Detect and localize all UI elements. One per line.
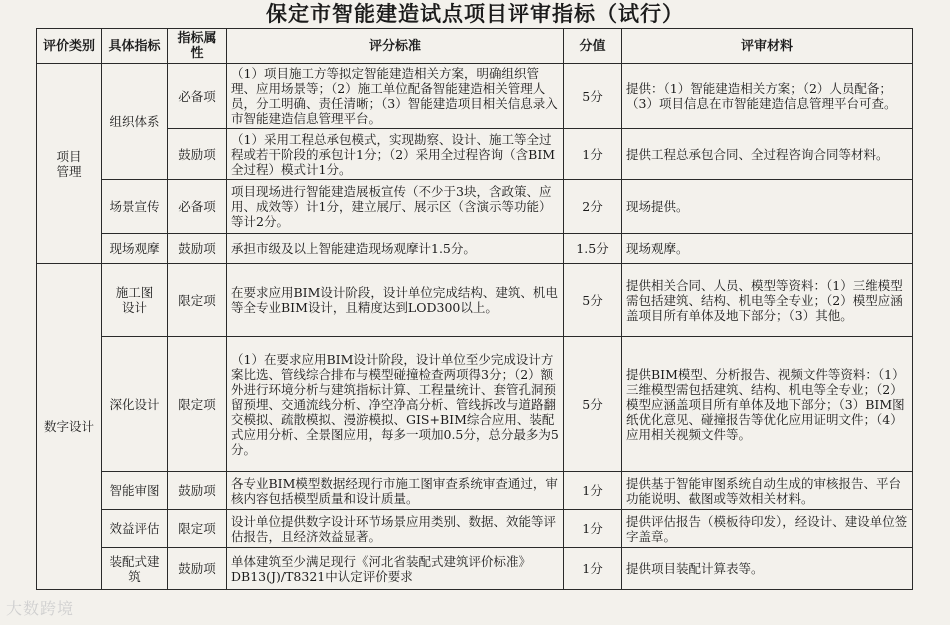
table-row [37, 264, 913, 337]
material-cell: 提供工程总承包合同、全过程咨询合同等材料。 [622, 129, 913, 180]
standard-cell: （1）采用工程总承包模式，实现勘察、设计、施工等全过程或若干阶段的承包计1分；（2）采用全过程咨询（含BIM全过程）模式计1分。 [227, 129, 564, 180]
standard-cell: 承担市级及以上智能建造现场观摩计1.5分。 [227, 234, 564, 264]
indicator-cell: 施工图 设计 [102, 264, 168, 337]
page-title: 保定市智能建造试点项目评审指标（试行） [266, 1, 684, 26]
score-cell: 1分 [564, 472, 622, 510]
attribute-cell: 鼓励项 [168, 548, 227, 590]
indicator-cell: 效益评估 [102, 510, 168, 548]
table-row [37, 548, 913, 590]
table-header-row [37, 29, 913, 64]
table-row [37, 64, 913, 129]
material-cell: 现场观摩。 [622, 234, 913, 264]
attribute-cell: 限定项 [168, 337, 227, 472]
material-cell: 提供相关合同、人员、模型等资料：（1）三维模型需包括建筑、结构、机电等全专业；（2）模型应涵盖项目所有单体及地下部分；（3）其他。 [622, 264, 913, 337]
indicator-cell: 场景宣传 [102, 180, 168, 234]
score-cell: 2分 [564, 180, 622, 234]
header-indicator: 具体指标 [102, 29, 168, 64]
attribute-cell: 鼓励项 [168, 234, 227, 264]
attribute-cell: 必备项 [168, 64, 227, 129]
attribute-cell: 必备项 [168, 180, 227, 234]
standard-cell: 项目现场进行智能建造展板宣传（不少于3块，含政策、应用、成效等）计1分，建立展厅、展示区（含演示等功能）等计2分。 [227, 180, 564, 234]
attribute-cell: 鼓励项 [168, 472, 227, 510]
category-cell: 数字设计 [37, 264, 102, 590]
header-category: 评价类别 [37, 29, 102, 64]
material-cell: 提供BIM模型、分析报告、视频文件等资料：（1）三维模型需包括建筑、结构、机电等全专业；（2）模型应涵盖项目所有单体及地下部分；（3）BIM图纸优化意见、碰撞报告等优化应用证明文件；（4）应用相关视频文件等。 [622, 337, 913, 472]
category-cell: 项目 管理 [37, 64, 102, 264]
standard-cell: 设计单位提供数字设计环节场景应用类别、数据、效能等评估报告，且经济效益显著。 [227, 510, 564, 548]
table-row [37, 129, 913, 180]
review-criteria-table [36, 28, 913, 590]
material-cell: 现场提供。 [622, 180, 913, 234]
attribute-cell: 限定项 [168, 264, 227, 337]
table-row [37, 337, 913, 472]
material-cell: 提供项目装配计算表等。 [622, 548, 913, 590]
table-row [37, 472, 913, 510]
material-cell: 提供基于智能审图系统自动生成的审核报告、平台功能说明、截图或等效相关材料。 [622, 472, 913, 510]
table-row [37, 510, 913, 548]
standard-cell: （1）项目施工方等拟定智能建造相关方案，明确组织管理、应用场景等；（2）施工单位配备智能建造相关管理人员，分工明确、责任清晰；（3）智能建造项目相关信息录入市智能建造信息管理平台。 [227, 64, 564, 129]
score-cell: 1.5分 [564, 234, 622, 264]
indicator-cell: 组织体系 [102, 64, 168, 180]
header-standard: 评分标准 [227, 29, 564, 64]
score-cell: 1分 [564, 510, 622, 548]
score-cell: 5分 [564, 264, 622, 337]
standard-cell: （1）在要求应用BIM设计阶段，设计单位至少完成设计方案比选、管线综合排布与模型碰撞检查两项得3分；（2）额外进行环境分析与建筑指标计算、工程量统计、套管孔洞预留预埋、交通流线分析、净空净高分析、管线拆改与道路翻交模拟、疏散模拟、漫游模拟、GIS+BIM综合应用、装配式应用分析、全景图应用，每多一项加0.5分，总分最多为5分。 [227, 337, 564, 472]
header-attribute: 指标属性 [168, 29, 227, 64]
score-cell: 5分 [564, 337, 622, 472]
indicator-cell: 智能审图 [102, 472, 168, 510]
score-cell: 5分 [564, 64, 622, 129]
standard-cell: 单体建筑至少满足现行《河北省装配式建筑评价标准》DB13(J)/T8321中认定评价要求 [227, 548, 564, 590]
score-cell: 1分 [564, 129, 622, 180]
indicator-cell: 深化设计 [102, 337, 168, 472]
table-row [37, 234, 913, 264]
header-material: 评审材料 [622, 29, 913, 64]
standard-cell: 在要求应用BIM设计阶段，设计单位完成结构、建筑、机电等全专业BIM设计，且精度达到LOD300以上。 [227, 264, 564, 337]
table-row [37, 180, 913, 234]
header-score: 分值 [564, 29, 622, 64]
standard-cell: 各专业BIM模型数据经现行市施工图审查系统审查通过，审核内容包括模型质量和设计质量。 [227, 472, 564, 510]
attribute-cell: 鼓励项 [168, 129, 227, 180]
score-cell: 1分 [564, 548, 622, 590]
material-cell: 提供评估报告（模板待印发），经设计、建设单位签字盖章。 [622, 510, 913, 548]
material-cell: 提供：（1）智能建造相关方案；（2）人员配备；（3）项目信息在市智能建造信息管理平台可查。 [622, 64, 913, 129]
indicator-cell: 装配式建 筑 [102, 548, 168, 590]
watermark: 大数跨境 [6, 599, 75, 618]
indicator-cell: 现场观摩 [102, 234, 168, 264]
attribute-cell: 限定项 [168, 510, 227, 548]
